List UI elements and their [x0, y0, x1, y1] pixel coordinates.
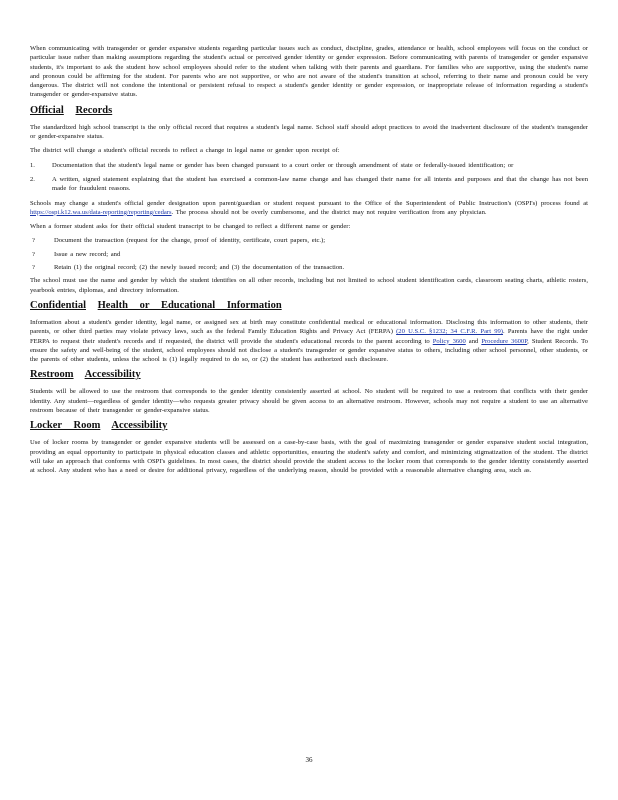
restroom-heading-rest: Accessibility	[84, 369, 141, 381]
intro-paragraph: When communicating with transgender or gender expansive students regarding particular issues such as conduct, discipline, grades, attendance or health, school employees will focus on the conduct or particular issue rather than making assumptions regarding the student's actual or perceived gender identity or gender expression. Before communicating with parents of transgender or gender expansive students, it's important to ask the student how school employees should refer to the student when talking with their parents and guardians. For families who are supportive, using the student's name and pronoun could be affirming for the student. For parents who are not supportive, or who are not aware of the student's transition at school, referring to their name and pronoun could be very dangerous. The district will not condone the intentional or persistent refusal to respect a student's gender identity or gender expression, or inappropriate release of information regarding a student's transgender or gender-expansive status.	[30, 45, 588, 99]
numbered-item-1-number: 1.	[30, 161, 35, 169]
restroom-p1: Students will be allowed to use the restroom that corresponds to the gender identity consistently asserted at school. No student will be required to use a restroom that conflicts with their gender identity. Any student—regardless of gender identity—who requests greater privacy should be given access to an alternative restroom. However, schools may not require a student to use an alternative restroom because of their transgender or gender-expansive status.	[30, 388, 588, 415]
confidential-heading-rest: Health or Educational Information	[97, 299, 282, 311]
official-records-heading-lead: Official	[30, 104, 64, 116]
numbered-item-2-text: A written, signed statement explaining that the student has exercised a common-law name change and has changed their name for all intents and purposes and that the change has not been made for fraudulent reasons.	[52, 175, 588, 193]
ospi-cedars-link[interactable]: https://ospi.k12.wa.us/data-reporting/reporting/cedars	[30, 208, 172, 216]
locker-room-heading-rest: Accessibility	[111, 420, 168, 432]
official-records-p3-a: Schools may change a student's official gender designation upon parent/guardian or student request pursuant to the Office of the Superintendent of Public Instruction's (OSPI's) process found at	[30, 199, 588, 207]
bullet-item-1	[30, 236, 588, 245]
procedure-3600p-link[interactable]: Procedure 3600P	[481, 337, 528, 345]
official-records-p5: The school must use the name and gender by which the student identifies on all other records, including but not limited to school student identification cards, classroom seating charts, athletic rosters, yearbook entries, diplomas, and directory information.	[30, 277, 588, 294]
confidential-p1-c: , Student Records. To ensure the safety and well-being of the student, school employees should not disclose a student's transgender or gender expansive status to others, including other school personnel, other students, or the parents of other students, unless the school is (1) legally required to do so, or (2) the student has authorized such disclosure.	[30, 337, 588, 364]
policy-3600-link[interactable]: Policy 3600	[432, 337, 466, 345]
official-records-heading-rest: Records	[75, 104, 113, 116]
confidential-p1-b: . Parents have the right under FERPA to request their student's records and if requested, the district will provide the student's educational records to the parent according to	[30, 328, 589, 345]
locker-room-heading-lead: Locker Room	[30, 420, 101, 432]
numbered-item-1-text: Documentation that the student's legal name or gender has been changed pursuant to a court order or through amendment of state or federally-issued identification; or	[52, 161, 514, 169]
bullet-item-2-marker: ?	[32, 250, 35, 258]
numbered-item-2	[30, 175, 588, 194]
numbered-item-1	[30, 161, 588, 170]
document-page	[30, 44, 588, 481]
confidential-heading-lead: Confidential	[30, 299, 87, 311]
numbered-item-2-number: 2.	[30, 175, 35, 183]
official-records-p3	[30, 199, 588, 218]
official-records-heading	[30, 105, 588, 117]
restroom-heading	[30, 369, 588, 381]
confidential-p1	[30, 318, 588, 364]
bullet-item-2-text: Issue a new record; and	[54, 250, 121, 258]
confidential-p1-and: and	[465, 337, 482, 345]
official-records-p4: When a former student asks for their official student transcript to be changed to reflect a different name or gender:	[30, 223, 351, 231]
official-records-p2: The district will change a student's official records to reflect a change in legal name or gender upon receipt of:	[30, 147, 340, 155]
bullet-item-2	[30, 250, 588, 259]
ferpa-citation-link[interactable]: (20 U.S.C. §1232; 34 C.F.R. Part 99)	[396, 328, 504, 336]
bullet-item-3-marker: ?	[32, 264, 35, 272]
page-number: 36	[305, 756, 313, 764]
restroom-heading-lead: Restroom	[30, 369, 74, 381]
bullet-item-1-marker: ?	[32, 237, 35, 245]
bullet-item-3-text: Retain (1) the original record; (2) the newly issued record; and (3) the documentation of the transaction.	[54, 264, 345, 272]
locker-room-heading	[30, 420, 588, 432]
official-records-p1: The standardized high school transcript is the only official record that requires a student's legal name. School staff should adopt practices to avoid the inadvertent disclosure of the student's transgender or gender-expansive status.	[30, 123, 588, 141]
bullet-item-3	[30, 263, 588, 272]
locker-room-p1: Use of locker rooms by transgender or gender expansive students will be assessed on a case-by-case basis, with the goal of maximizing transgender or gender expansive student social integration, providing an equal opportunity to participate in physical education classes and athletic opportunities, ensuring the student's safety and comfort, and minimizing stigmatization of the student. The district will take an approach that conforms with OSPI's guidelines. In most cases, the district should provide the student access to the locker room that corresponds to the gender identity consistently asserted at school. Any student who has a need or desire for additional privacy, regardless of the underlying reason, should be provided with a reasonable alternative changing area, such as.	[30, 439, 588, 475]
confidential-p1-a: Information about a student's gender identity, legal name, or assigned sex at birth may constitute confidential medical or educational information. Disclosing this information to other students, their parents, or other third parties may violate privacy laws, such as the federal Family Education Rights and Privacy Act (FERPA)	[30, 318, 588, 336]
official-records-p3-b: . The process should not be overly cumbersome, and the district may not require verification from any physician.	[171, 208, 487, 216]
bullet-item-1-text: Document the transaction (request for the change, proof of identity, certificate, court papers, etc.);	[54, 237, 326, 245]
confidential-heading	[30, 300, 588, 312]
